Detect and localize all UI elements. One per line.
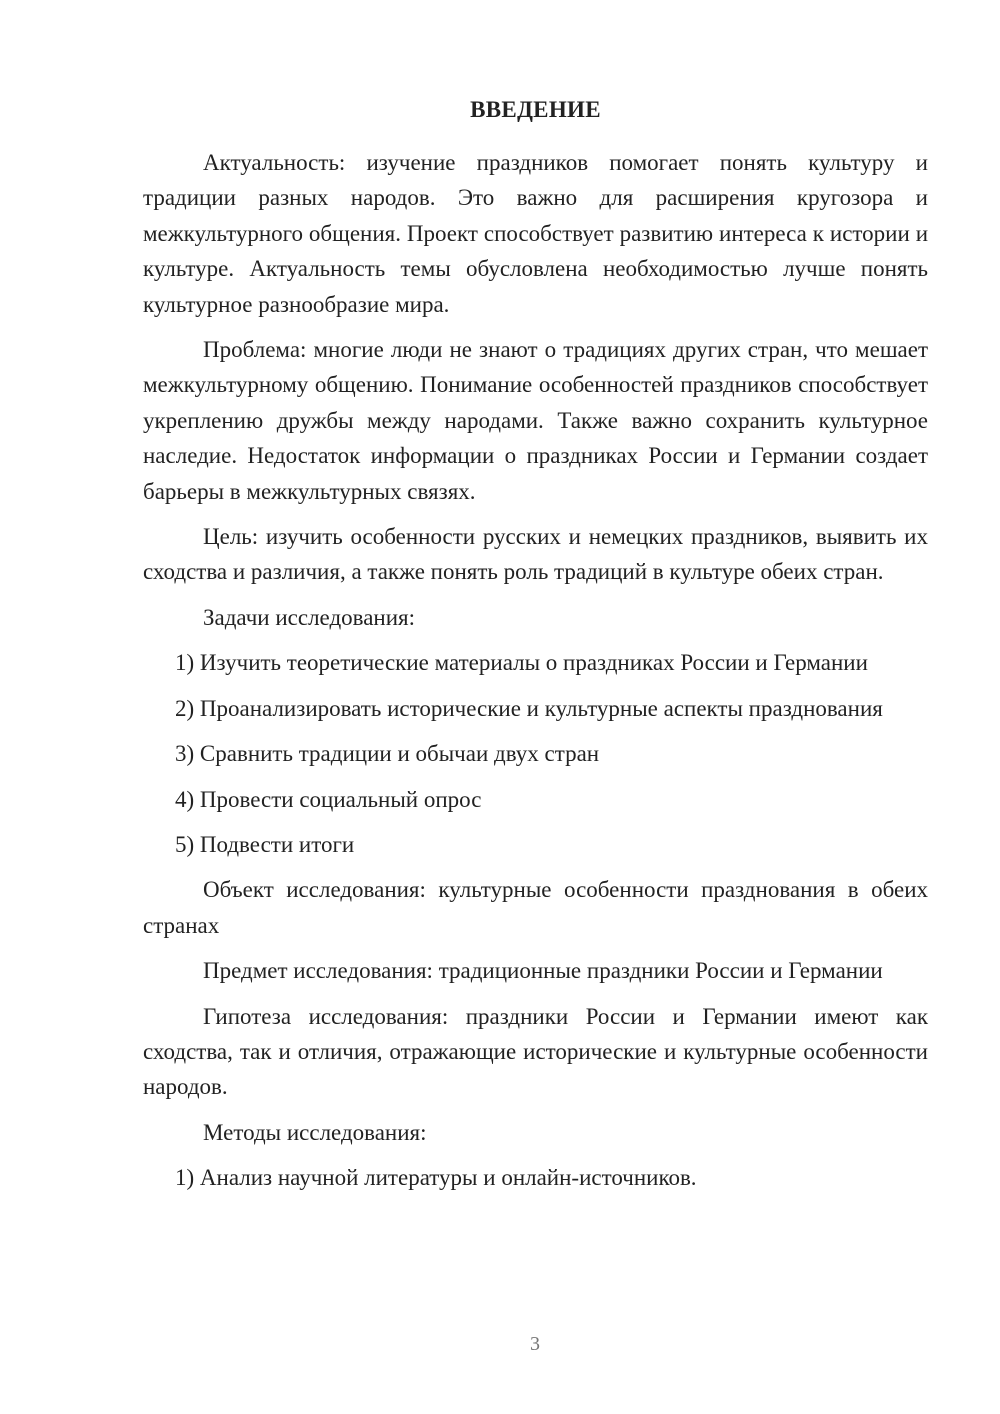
relevance-paragraph: Актуальность: изучение праздников помогает понять культуру и традиции разных народов. Это важно для расширения кругозора и межкультурного общения. Проект способствует развитию интереса к истории и культуре. Актуальность темы обусловлена необходимостью лучше понять культурное разнообразие мира.: [143, 150, 928, 317]
subject-paragraph: Предмет исследования: традиционные праздники России и Германии: [203, 958, 883, 984]
section-title: ВВЕДЕНИЕ: [470, 97, 601, 122]
method-item-1: 1) Анализ научной литературы и онлайн-источников.: [175, 1165, 697, 1191]
goal-paragraph: Цель: изучить особенности русских и немецких праздников, выявить их сходства и различия, а также понять роль традиций в культуре обеих стран.: [143, 524, 928, 585]
object-paragraph: Объект исследования: культурные особенности празднования в обеих странах: [143, 877, 928, 938]
tasks-heading: Задачи исследования:: [203, 604, 416, 630]
document-page: [143, 95, 928, 1206]
problem-paragraph: Проблема: многие люди не знают о традициях других стран, что мешает межкультурному общению. Понимание особенностей праздников способствует укреплению дружбы между народами. Также важно сохранить культурное наследие. Недостаток информации о праздниках России и Германии создает барьеры в межкультурных связях.: [143, 337, 928, 504]
methods-heading: Методы исследования:: [203, 1119, 427, 1145]
task-item-4: 4) Провести социальный опрос: [175, 786, 482, 812]
task-item-1: 1) Изучить теоретические материалы о праздниках России и Германии: [175, 650, 868, 676]
hypothesis-paragraph: Гипотеза исследования: праздники России и Германии имеют как сходства, так и отличия, отражающие исторические и культурные особенности народов.: [143, 1003, 928, 1100]
task-item-5: 5) Подвести итоги: [175, 831, 355, 857]
page-number: 3: [530, 1333, 540, 1355]
task-item-3: 3) Сравнить традиции и обычаи двух стран: [175, 741, 600, 767]
task-item-2: 2) Проанализировать исторические и культурные аспекты празднования: [175, 695, 883, 721]
